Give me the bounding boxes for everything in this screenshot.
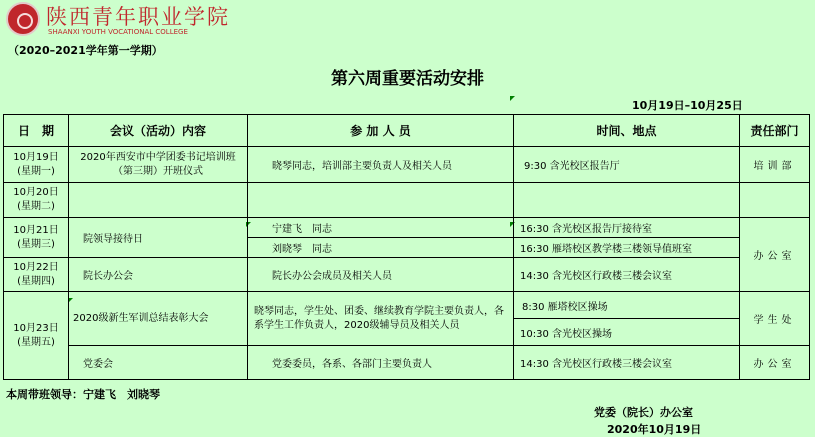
table-row: [4, 218, 810, 238]
table-row: [4, 292, 810, 319]
page-title: 第六周重要活动安排: [331, 69, 484, 89]
department-cell: [740, 183, 810, 218]
issue-date: 2020年10月19日: [607, 423, 702, 436]
time-place-cell: 14:30 含光校区行政楼三楼会议室: [514, 346, 740, 380]
event-cell: 2020级新生军训总结表彰大会: [69, 292, 248, 346]
table-row: [4, 258, 810, 292]
table-row: [4, 183, 810, 218]
event-cell: 院长办公会: [69, 258, 248, 292]
time-place-cell: 14:30 含光校区行政楼三楼会议室: [514, 258, 740, 292]
date-cell: 10月20日 (星期二): [4, 183, 69, 218]
date-cell: 10月21日 (星期三): [4, 218, 69, 258]
time-place-cell: 8:30 雁塔校区操场: [514, 292, 740, 319]
event-cell: 党委会: [69, 346, 248, 380]
participants-cell: 刘晓琴 同志: [248, 238, 514, 258]
column-header-event: 会议（活动）内容: [69, 115, 248, 147]
date-cell: 10月23日 (星期五): [4, 292, 69, 380]
schedule-table: [3, 114, 810, 380]
table-row: [4, 346, 810, 380]
participants-cell: [248, 183, 514, 218]
participants-cell: 宁建飞 同志: [248, 218, 514, 238]
cell-comment-marker: [510, 96, 515, 101]
department-cell: 办公室: [740, 346, 810, 380]
school-name-en: SHAANXI YOUTH VOCATIONAL COLLEGE: [48, 28, 188, 36]
participants-cell: 晓琴同志，学生处、团委、继续教育学院主要负责人，各系学生工作负责人，2020级辅导员及相关人员: [248, 292, 514, 346]
duty-leaders: 本周带班领导：宁建飞 刘晓琴: [6, 388, 160, 401]
column-header-date: 日 期: [4, 115, 69, 147]
event-cell: 2020年西安市中学团委书记培训班（第三期）开班仪式: [69, 147, 248, 183]
date-cell: 10月22日 (星期四): [4, 258, 69, 292]
date-cell: 10月19日 (星期一): [4, 147, 69, 183]
column-header-participants: 参 加 人 员: [248, 115, 514, 147]
participants-cell: 晓琴同志，培训部主要负责人及相关人员: [248, 147, 514, 183]
event-cell: [69, 183, 248, 218]
department-cell: 办公室: [740, 218, 810, 292]
event-cell: 院领导接待日: [69, 218, 248, 258]
participants-cell: 党委委员，各系、各部门主要负责人: [248, 346, 514, 380]
time-place-cell: 16:30 含光校区报告厅接待室: [514, 218, 740, 238]
participants-cell: 院长办公会成员及相关人员: [248, 258, 514, 292]
issuing-office: 党委（院长）办公室: [594, 406, 693, 419]
time-place-cell: 9:30 含光校区报告厅: [514, 147, 740, 183]
table-row: [4, 147, 810, 183]
date-range: 10月19日–10月25日: [632, 99, 743, 112]
column-header-department: 责任部门: [740, 115, 810, 147]
semester-label: （2020–2021学年第一学期）: [8, 44, 163, 57]
department-cell: 培训部: [740, 147, 810, 183]
time-place-cell: 10:30 含光校区操场: [514, 319, 740, 346]
time-place-cell: 16:30 雁塔校区教学楼三楼领导值班室: [514, 238, 740, 258]
department-cell: 学生处: [740, 292, 810, 346]
time-place-cell: [514, 183, 740, 218]
column-header-time-place: 时间、地点: [514, 115, 740, 147]
school-logo: [6, 2, 40, 36]
school-name-cn: 陕西青年职业学院: [46, 5, 230, 29]
table-header-row: [4, 115, 810, 147]
